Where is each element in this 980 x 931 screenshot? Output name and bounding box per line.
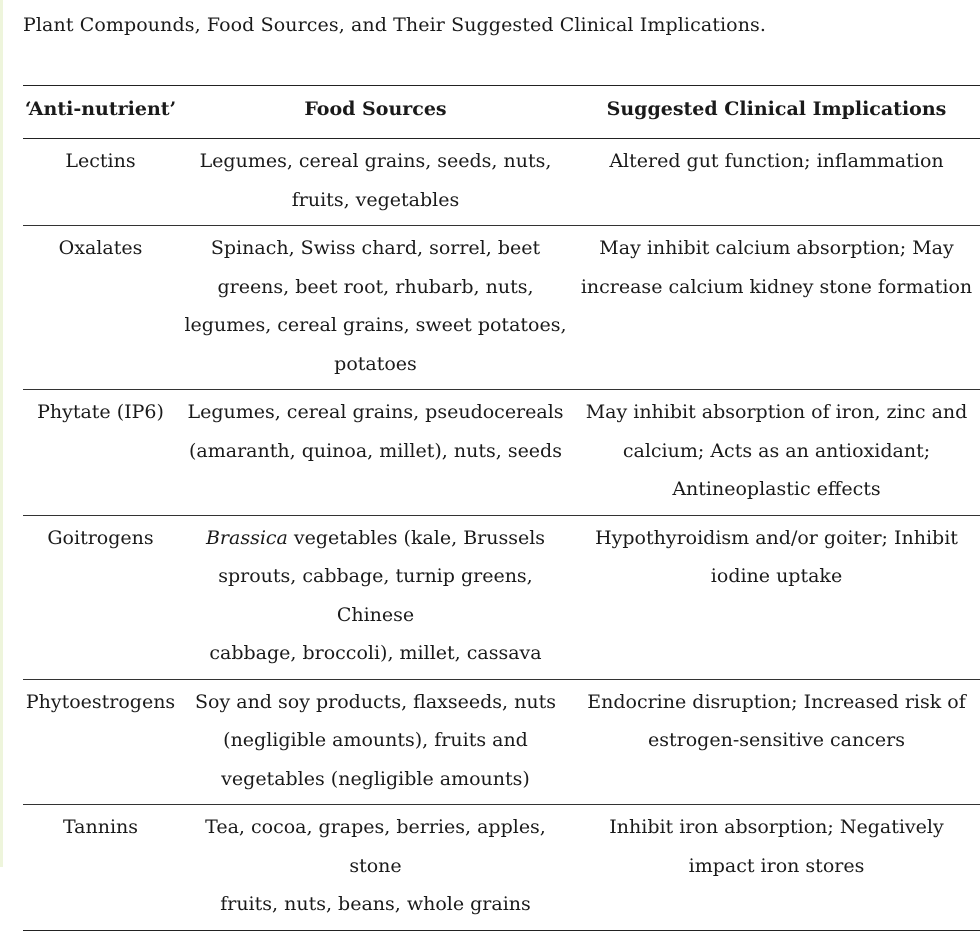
sources-cell bbox=[178, 390, 573, 516]
sources-line: Legumes, cereal grains, seeds, nuts, bbox=[199, 150, 552, 172]
sources-cell bbox=[178, 679, 573, 805]
sources-line: (negligible amounts), fruits and bbox=[223, 729, 528, 751]
implications-line: impact iron stores bbox=[688, 854, 865, 877]
table-caption: Plant Compounds, Food Sources, and Their Suggested Clinical Implications. bbox=[23, 14, 767, 36]
table-row bbox=[23, 390, 980, 516]
sources-italic-genus: Brassica bbox=[205, 526, 288, 549]
sources-line: fruits, nuts, beans, whole grains bbox=[220, 893, 531, 915]
implications-line: May inhibit absorption of iron, zinc and bbox=[585, 401, 968, 423]
implications-line: calcium; Acts as an antioxidant; bbox=[622, 439, 931, 462]
table-row bbox=[23, 805, 980, 931]
implications-cell bbox=[573, 390, 980, 516]
sources-line bbox=[178, 519, 573, 558]
header-row bbox=[23, 86, 980, 139]
table-body bbox=[23, 139, 980, 931]
sources-line: greens, beet root, rhubarb, nuts, bbox=[217, 275, 534, 298]
sources-line: (amaranth, quinoa, millet), nuts, seeds bbox=[189, 439, 562, 462]
implications-cell bbox=[573, 805, 980, 931]
implications-line: Hypothyroidism and/or goiter; Inhibit bbox=[595, 526, 958, 549]
sources-line: fruits, vegetables bbox=[291, 188, 460, 211]
implications-line: Altered gut function; inflammation bbox=[609, 150, 944, 172]
compound-cell: Tannins bbox=[62, 816, 139, 838]
implications-line: Endocrine disruption; Increased risk of bbox=[587, 690, 966, 713]
header-clinical-implications: Suggested Clinical Implications bbox=[606, 98, 947, 120]
sources-line: legumes, cereal grains, sweet potatoes, bbox=[184, 314, 567, 336]
implications-line: Inhibit iron absorption; Negatively bbox=[609, 816, 944, 838]
compound-cell: Oxalates bbox=[58, 237, 143, 259]
implications-cell bbox=[573, 226, 980, 390]
implications-cell bbox=[573, 139, 980, 226]
compound-cell: Phytoestrogens bbox=[25, 690, 176, 713]
table-row bbox=[23, 226, 980, 390]
header-food-sources: Food Sources bbox=[304, 98, 447, 120]
sources-line: Legumes, cereal grains, pseudocereals bbox=[187, 401, 564, 423]
table-row bbox=[23, 515, 980, 679]
sources-cell bbox=[178, 226, 573, 390]
sources-line: potatoes bbox=[334, 352, 417, 375]
sources-line: Soy and soy products, flaxseeds, nuts bbox=[195, 690, 556, 713]
sources-cell bbox=[178, 515, 573, 679]
implications-cell bbox=[573, 515, 980, 679]
table-row bbox=[23, 679, 980, 805]
page-edge-strip bbox=[0, 0, 3, 867]
sources-line: Tea, cocoa, grapes, berries, apples, stone bbox=[205, 816, 546, 877]
header-anti-nutrient: ‘Anti-nutrient’ bbox=[24, 98, 177, 120]
anti-nutrient-table bbox=[23, 85, 980, 931]
sources-line: Spinach, Swiss chard, sorrel, beet bbox=[210, 237, 541, 259]
implications-line: May inhibit calcium absorption; May bbox=[599, 237, 954, 259]
implications-line: estrogen-sensitive cancers bbox=[648, 729, 905, 751]
table-row bbox=[23, 139, 980, 226]
implications-line: Antineoplastic effects bbox=[672, 478, 881, 500]
sources-line: vegetables (negligible amounts) bbox=[221, 767, 530, 790]
compound-cell: Goitrogens bbox=[47, 526, 154, 549]
sources-cell bbox=[178, 805, 573, 931]
implications-cell bbox=[573, 679, 980, 805]
sources-cell bbox=[178, 139, 573, 226]
sources-line-rest: vegetables (kale, Brussels bbox=[287, 526, 546, 549]
implications-line: iodine uptake bbox=[710, 565, 843, 587]
compound-cell: Phytate (IP6) bbox=[37, 401, 164, 423]
implications-line: increase calcium kidney stone formation bbox=[580, 275, 973, 298]
compound-cell: Lectins bbox=[65, 150, 136, 172]
sources-line: sprouts, cabbage, turnip greens, Chinese bbox=[218, 565, 533, 626]
table-header bbox=[23, 86, 980, 139]
sources-line: cabbage, broccoli), millet, cassava bbox=[209, 642, 542, 664]
